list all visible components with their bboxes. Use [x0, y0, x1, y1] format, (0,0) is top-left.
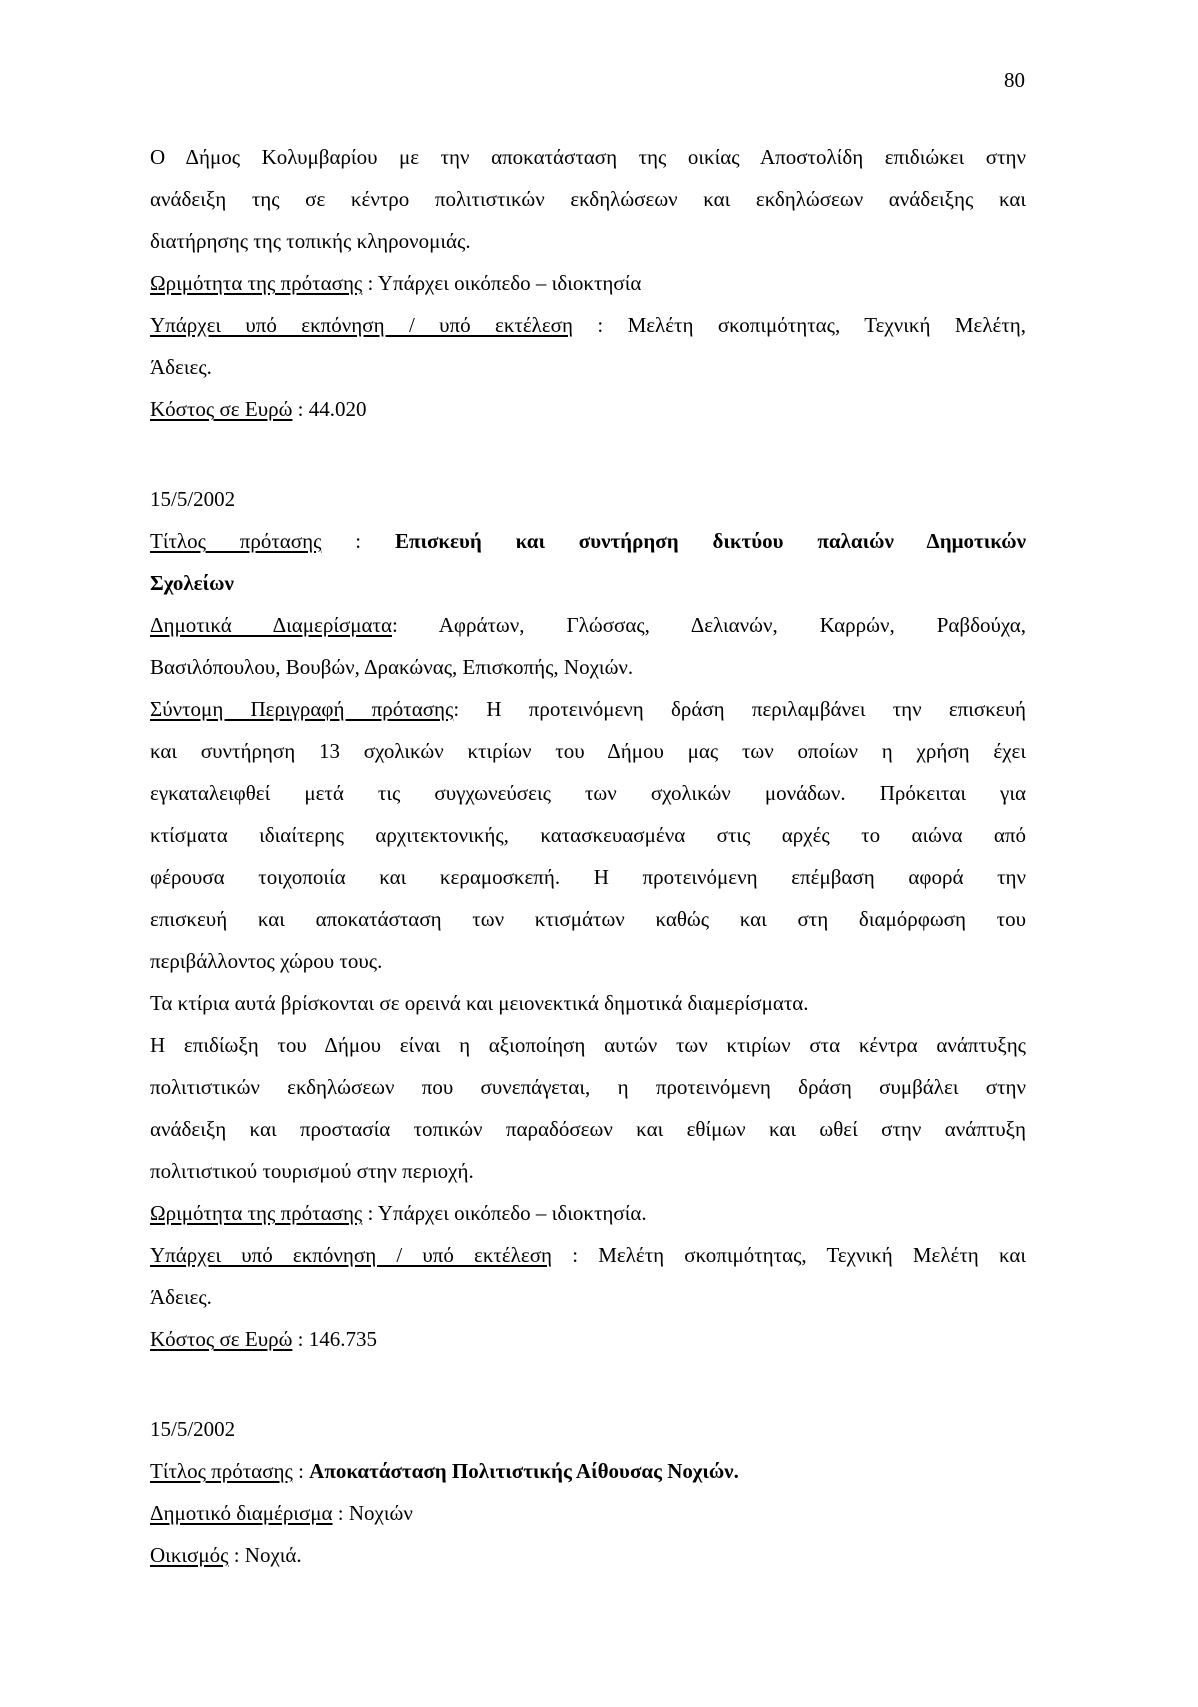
description-row	[150, 688, 1026, 730]
districts-value-continued: Βασιλόπουλου, Βουβών, Δρακώνας, Επισκοπής, Νοχιών.	[150, 655, 634, 679]
settlement-value: : Νοχιά.	[228, 1543, 302, 1567]
title-separator: :	[292, 1459, 310, 1483]
description-value: : Η προτεινόμενη δράση περιλαμβάνει την επισκευή	[453, 697, 1026, 721]
districts-value: : Αφράτων, Γλώσσας, Δελιανών, Καρρών, Ραβδούχα,	[392, 613, 1027, 637]
maturity-label: Ωριμότητα της πρότασης	[150, 271, 363, 295]
goal-line: πολιτιστικών εκδηλώσεων που συνεπάγεται, η προτεινόμενη δράση συμβάλει στην	[150, 1075, 1026, 1099]
description-line: εγκαταλειφθεί μετά τις συγχωνεύσεις των σχολικών μονάδων. Πρόκειται για	[150, 781, 1026, 805]
title-separator: :	[355, 529, 362, 553]
title-value-line2: Σχολείων	[150, 571, 234, 595]
description-line: και συντήρηση 13 σχολικών κτιρίων του Δήμου μας των οποίων η χρήση έχει	[150, 739, 1026, 763]
intro-line: Ο Δήμος Κολυμβαρίου με την αποκατάσταση της οικίας Αποστολίδη επιδιώκει στην	[150, 145, 1026, 169]
goal-line: πολιτιστικού τουρισμού στην περιοχή.	[150, 1159, 474, 1183]
maturity-row	[150, 1192, 1026, 1234]
goal-line: Η επιδίωξη του Δήμου είναι η αξιοποίηση αυτών των κτιρίων στα κέντρα ανάπτυξης	[150, 1033, 1026, 1057]
study-value-continued: Άδειες.	[150, 1285, 212, 1309]
maturity-row	[150, 262, 1026, 304]
description-line: κτίσματα ιδιαίτερης αρχιτεκτονικής, κατασκευασμένα στις αρχές το αιώνα από	[150, 823, 1026, 847]
title-row	[150, 1450, 1026, 1492]
maturity-label: Ωριμότητα της πρότασης	[150, 1201, 363, 1225]
cost-label: Κόστος σε Ευρώ	[150, 1327, 293, 1351]
title-value-continued	[150, 562, 1026, 604]
districts-row	[150, 604, 1026, 646]
description-line: φέρουσα τοιχοποιία και κεραμοσκεπή. Η προτεινόμενη επέμβαση αφορά την	[150, 865, 1026, 889]
cost-value: : 146.735	[297, 1327, 377, 1351]
district-label: Δημοτικό διαμέρισμα	[150, 1501, 333, 1525]
cost-label: Κόστος σε Ευρώ	[150, 397, 293, 421]
description-line: περιβάλλοντος χώρου τους.	[150, 949, 383, 973]
description-label: Σύντομη Περιγραφή πρότασης	[150, 697, 454, 721]
description-line: Τα κτίρια αυτά βρίσκονται σε ορεινά και μειονεκτικά δημοτικά διαμερίσματα.	[150, 991, 809, 1015]
title-row	[150, 520, 1026, 562]
maturity-value: : Υπάρχει οικόπεδο – ιδιοκτησία.	[367, 1201, 647, 1225]
settlement-label: Οικισμός	[150, 1543, 229, 1567]
district-value: : Νοχιών	[332, 1501, 413, 1525]
study-value: : Μελέτη σκοπιμότητας, Τεχνική Μελέτη και	[572, 1243, 1027, 1267]
title-value: Αποκατάσταση Πολιτιστικής Αίθουσας Νοχιών.	[309, 1459, 739, 1483]
intro-line: ανάδειξη της σε κέντρο πολιτιστικών εκδηλώσεων και εκδηλώσεων ανάδειξης και	[150, 187, 1026, 211]
document-body	[150, 136, 1026, 1576]
study-label: Υπάρχει υπό εκπόνηση / υπό εκτέλεση	[150, 313, 573, 337]
title-label: Τίτλος πρότασης	[150, 529, 322, 553]
proposal-date: 15/5/2002	[150, 1417, 236, 1441]
page-number: 80	[1004, 68, 1025, 92]
intro-line: διατήρησης της τοπικής κληρονομιάς.	[150, 229, 471, 253]
title-label: Τίτλος πρότασης	[150, 1459, 293, 1483]
study-value: : Μελέτη σκοπιμότητας, Τεχνική Μελέτη,	[597, 313, 1026, 337]
settlement-row	[150, 1534, 1026, 1576]
study-row	[150, 1234, 1026, 1276]
districts-label: Δημοτικά Διαμερίσματα	[150, 613, 393, 637]
goal-line: ανάδειξη και προστασία τοπικών παραδόσεων και εθίμων και ωθεί στην ανάπτυξη	[150, 1117, 1026, 1141]
cost-row	[150, 1318, 1026, 1360]
study-row	[150, 304, 1026, 346]
title-value: Επισκευή και συντήρηση δικτύου παλαιών Δημοτικών	[394, 529, 1027, 553]
study-label: Υπάρχει υπό εκπόνηση / υπό εκτέλεση	[150, 1243, 552, 1267]
cost-row	[150, 388, 1026, 430]
proposal-date: 15/5/2002	[150, 487, 236, 511]
cost-value: : 44.020	[297, 397, 367, 421]
maturity-value: : Υπάρχει οικόπεδο – ιδιοκτησία	[367, 271, 642, 295]
description-line: επισκευή και αποκατάσταση των κτισμάτων καθώς και στη διαμόρφωση του	[150, 907, 1026, 931]
study-value-continued: Άδειες.	[150, 355, 212, 379]
district-row	[150, 1492, 1026, 1534]
